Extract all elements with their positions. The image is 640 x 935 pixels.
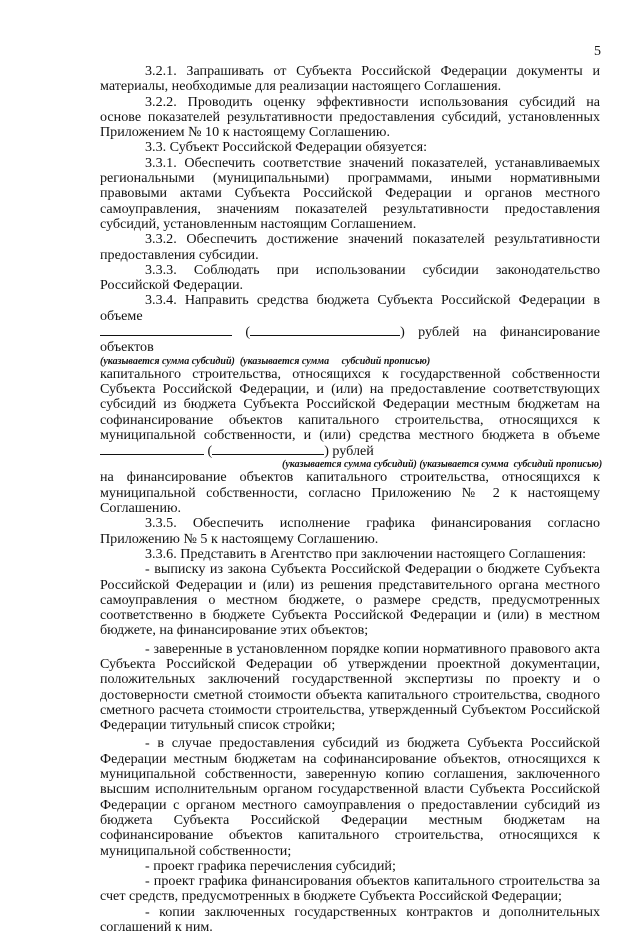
list-item-agreement-copy: - в случае предоставления субсидий из бюджета Субъекта Российской Федерации местным бюджетам на софинансирование объектов, относящихся к муниципальной собственности, заверенную копию соглашения, заключенного высшим исполнительным органом государственной власти Субъекта Российской Федерации с органом местного самоуправления о предоставлении субсидий из бюджета Субъекта Российской Федерации местным бюджетам на софинансирование объектов капитального строительства, относящихся к муниципальной собственности; bbox=[100, 735, 600, 859]
hint-amount: (указывается сумма субсидий) (указывается сумма субсидий прописью) bbox=[100, 355, 431, 367]
local-amount-blank bbox=[100, 443, 204, 455]
clause-3-3-2: 3.3.2. Обеспечить достижение значений показателей результативности предоставления субсидии. bbox=[100, 231, 600, 263]
list-item-transfer-schedule: - проект графика перечисления субсидий; bbox=[145, 857, 396, 874]
clause-3-3-4-end: на финансирование объектов капитального строительства, относящихся к муниципальной собственности, согласно Приложению № 2 к настоящему Соглашению. bbox=[100, 469, 600, 517]
hint-local-amount: (указывается сумма субсидий) (указывается сумма субсидий прописью) bbox=[282, 459, 603, 471]
clause-3-3-4-text-b: ) рублей на финансирование объектов bbox=[100, 324, 600, 356]
clause-3-2-2: 3.2.2. Проводить оценку эффективности использования субсидий на основе показателей результативности предоставления субсидий, установленных Приложением № 10 к настоящему Соглашению. bbox=[100, 93, 600, 141]
clause-3-3: 3.3. Субъект Российской Федерации обязуется: bbox=[145, 139, 428, 156]
list-item-contract-copies: - копии заключенных государственных контрактов и дополнительных соглашений к ним. bbox=[100, 903, 600, 935]
list-item-extract: - выписку из закона Субъекта Российской Федерации о бюджете Субъекта Российской Федерации и (или) из решения представительного органа местного самоуправления о местном бюджете, о размере средств, предусмотренных соответственно в бюджете Субъекта Российской Федерации и (или) в местном бюджете, на финансирование этих объектов; bbox=[100, 561, 600, 639]
amount-words-blank bbox=[250, 324, 400, 336]
clause-3-3-4-amount-line: ( ) рублей на финансирование объектов bbox=[100, 324, 600, 356]
clause-3-3-4-body: капитального строительства, относящихся к государственной собственности Субъекта Российской Федерации, и (или) на предоставление соответствующих субсидий из бюджета Субъекта Российской Федерации местным бюджетам на софинансирование объектов капитального строительства, относящихся к муниципальной собственности, и (или) средства местного бюджета в объеме ( ) рублей bbox=[100, 365, 600, 460]
clause-3-3-4-intro bbox=[100, 293, 600, 324]
clause-3-3-3: 3.3.3. Соблюдать при использовании субсидии законодательство Российской Федерации. bbox=[100, 261, 600, 294]
document-body bbox=[100, 63, 603, 935]
list-item-financing-schedule: - проект графика финансирования объектов капитального строительства за счет средств, предусмотренных в бюджете Субъекта Российской Федерации; bbox=[100, 873, 600, 905]
clause-3-3-4-text-c: капитального строительства, относящихся к государственной собственности Субъекта Российской Федерации, и (или) на предоставление соответствующих субсидий из бюджета Субъекта Российской Федерации местным бюджетам на софинансирование объектов капитального строительства, относящихся к муниципальной собственности, и (или) средства местного бюджета в объеме bbox=[100, 365, 600, 443]
clause-3-3-1: 3.3.1. Обеспечить соответствие значений показателей, устанавливаемых региональными (муниципальными) программами, иными нормативными правовыми актами Субъекта Российской Федерации и органов местного самоуправления, значениям показателей результативности предоставления субсидий, установленным настоящим Соглашением. bbox=[100, 154, 600, 232]
clause-3-3-5: 3.3.5. Обеспечить исполнение графика финансирования согласно Приложению № 5 к настоящему Соглашению. bbox=[100, 515, 600, 547]
list-item-certified-copies: - заверенные в установленном порядке копии нормативного правового акта Субъекта Российской Федерации об утверждении проектной документации, положительных заключений государственной экспертизы по проекту и о достоверности сметной стоимости объекта капитального строительства, сводного сметного расчета стоимости строительства, утвержденный Субъектом Российской Федерации титульный список стройки; bbox=[100, 640, 600, 734]
amount-blank bbox=[100, 324, 232, 336]
clause-3-3-4-text-d: ) рублей bbox=[324, 443, 374, 460]
clause-3-3-6: 3.3.6. Представить в Агентство при заключении настоящего Соглашения: bbox=[145, 545, 587, 562]
clause-3-3-4-text: 3.3.4. Направить средства бюджета Субъекта Российской Федерации в объеме bbox=[100, 292, 600, 324]
page-number: 5 bbox=[594, 44, 601, 59]
clause-3-2-1: 3.2.1. Запрашивать от Субъекта Российской Федерации документы и материалы, необходимые для реализации настоящего Соглашения. bbox=[100, 63, 600, 95]
local-amount-words-blank bbox=[212, 443, 324, 455]
